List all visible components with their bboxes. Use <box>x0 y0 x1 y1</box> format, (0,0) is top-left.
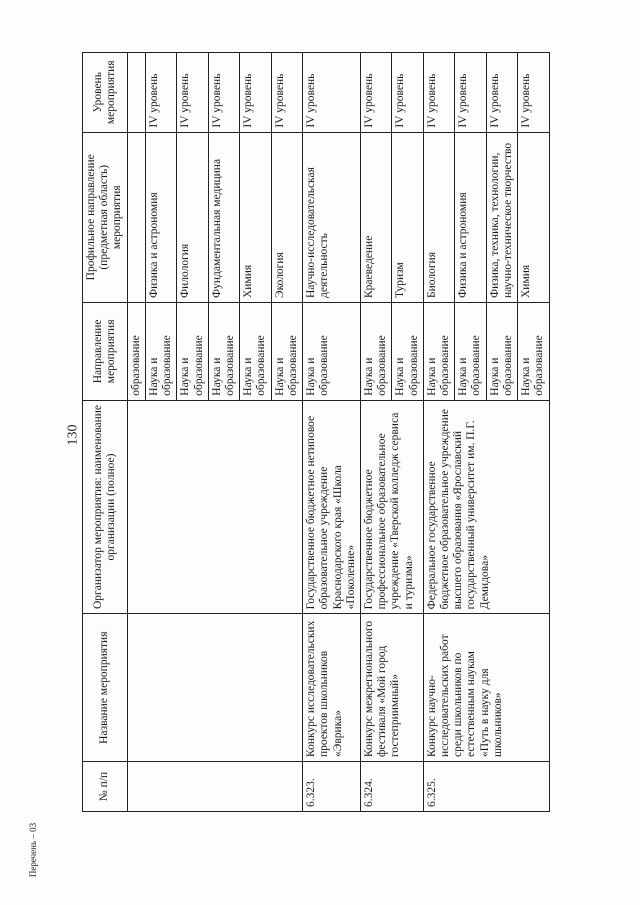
level-cell: IV уровень <box>518 53 549 133</box>
direction-cell: Наука и образование <box>208 303 239 401</box>
profile-cell: Химия <box>240 132 271 302</box>
event-name-cell: Конкурс межрегионального фестиваля «Мой город гостеприимный» <box>360 614 423 762</box>
level-cell: IV уровень <box>208 53 239 133</box>
header-direction: Направление мероприятия <box>83 303 128 401</box>
level-cell <box>127 53 145 133</box>
direction-cell: Наука и образование <box>518 303 549 401</box>
profile-cell: Физика, техника, технологии, научно-техническое творчество <box>486 132 517 302</box>
direction-cell: Наука и образование <box>423 303 454 401</box>
organizer-cell: Государственное бюджетное нетиповое образовательное учреждение Краснодарского края «Школа «Поколение» <box>303 400 361 614</box>
footer-text: Перечень – 03 <box>28 822 39 878</box>
direction-cell: Наука и образование <box>360 303 391 401</box>
profile-cell: Филология <box>177 132 208 302</box>
profile-cell: Физика и астрономия <box>145 132 176 302</box>
direction-cell: Наука и образование <box>145 303 176 401</box>
direction-cell: Наука и образование <box>455 303 486 401</box>
direction-cell: Наука и образование <box>271 303 302 401</box>
level-cell: IV уровень <box>303 53 361 133</box>
num-cell: 6.325. <box>423 762 549 812</box>
profile-cell: Физика и астрономия <box>455 132 486 302</box>
level-cell: IV уровень <box>271 53 302 133</box>
direction-cell: образование <box>127 303 145 401</box>
header-organizer: Организатор мероприятия: наименование организации (полное) <box>83 400 128 614</box>
organizer-cell: Федеральное государственное бюджетное образовательное учреждение высшего образования «Ярославский государственный университет им. П.Г. Демидова» <box>423 400 549 614</box>
profile-cell <box>127 132 145 302</box>
table-row <box>423 53 454 812</box>
num-cell <box>127 762 302 812</box>
level-cell: IV уровень <box>423 53 454 133</box>
profile-cell: Химия <box>518 132 549 302</box>
level-cell: IV уровень <box>455 53 486 133</box>
level-cell: IV уровень <box>177 53 208 133</box>
event-name-cell: Конкурс исследовательских проектов школьников «Эврика» <box>303 614 361 762</box>
header-row <box>83 53 128 812</box>
table-row <box>127 53 145 812</box>
direction-cell: Наука и образование <box>486 303 517 401</box>
level-cell: IV уровень <box>145 53 176 133</box>
organizer-cell <box>127 400 302 614</box>
direction-cell: Наука и образование <box>392 303 423 401</box>
event-name-cell <box>127 614 302 762</box>
header-num: № п/п <box>83 762 128 812</box>
level-cell: IV уровень <box>486 53 517 133</box>
num-cell: 6.323. <box>303 762 361 812</box>
page-number: 130 <box>65 424 81 446</box>
profile-cell: Фундаментальная медицина <box>208 132 239 302</box>
table-rotator <box>82 52 546 812</box>
event-name-cell: Конкурс научно-исследовательских работ среди школьников по естественным наукам «Путь в науку для школьников» <box>423 614 549 762</box>
profile-cell: Краеведение <box>360 132 391 302</box>
events-table <box>82 52 550 812</box>
num-cell: 6.324. <box>360 762 423 812</box>
level-cell: IV уровень <box>392 53 423 133</box>
table-body <box>127 53 549 812</box>
direction-cell: Наука и образование <box>303 303 361 401</box>
table-row <box>360 53 391 812</box>
direction-cell: Наука и образование <box>177 303 208 401</box>
organizer-cell: Государственное бюджетное профессиональное образовательное учреждение «Тверской колледж сервиса и туризма» <box>360 400 423 614</box>
level-cell: IV уровень <box>240 53 271 133</box>
profile-cell: Туризм <box>392 132 423 302</box>
table-wrapper <box>82 52 546 812</box>
profile-cell: Научно-исследовательская деятельность <box>303 132 361 302</box>
header-name: Название мероприятия <box>83 614 128 762</box>
direction-cell: Наука и образование <box>240 303 271 401</box>
table-row <box>303 53 361 812</box>
level-cell: IV уровень <box>360 53 391 133</box>
profile-cell: Экология <box>271 132 302 302</box>
header-level: Уровень мероприятия <box>83 53 128 133</box>
header-profile: Профильное направление (предметная область) мероприятия <box>83 132 128 302</box>
profile-cell: Биология <box>423 132 454 302</box>
